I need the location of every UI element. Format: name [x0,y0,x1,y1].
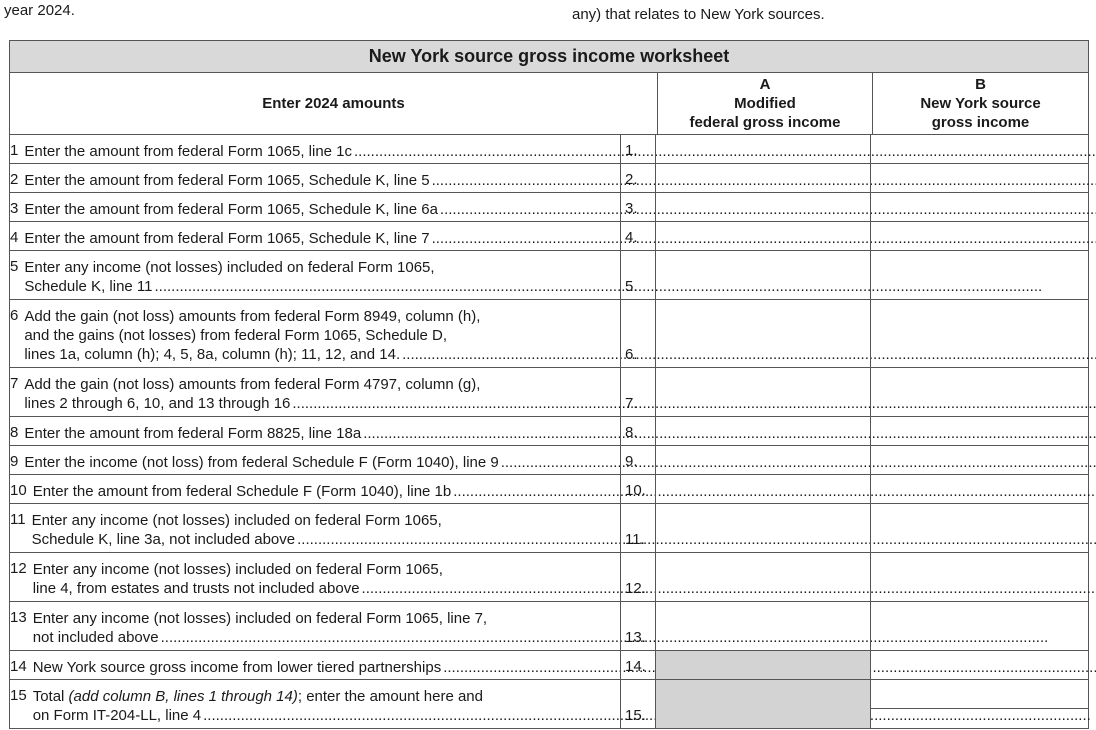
line-text: lines 1a, column (h); 4, 5, 8a, column (h); 11, 12, and 14. [24,346,401,363]
amounts-header: Enter 2024 amounts [10,73,658,134]
line-14-column-a-shaded [656,651,871,679]
line-number: 6 [10,307,19,324]
line-box-label: 4. [620,222,656,250]
line-text: Add the gain (not loss) amounts from federal Form 8949, column (h), [24,308,481,325]
line-4-row [10,222,1088,251]
line-11-row [10,504,1088,553]
line-text: Enter the amount from federal Form 8825, line 18a [24,425,362,442]
line-box-label: 8. [620,417,656,445]
line-8-row [10,417,1088,446]
line-number: 3 [10,200,19,217]
line-number: 8 [10,424,19,441]
line-5-row [10,251,1088,300]
top-left-text: year 2024. [4,2,75,19]
line-1-column-b-field[interactable] [871,135,1088,163]
line-text: Enter any income (not losses) included on federal Form 1065, [24,259,435,276]
line-7-column-a-field[interactable] [656,368,871,416]
line-text: Enter any income (not losses) included on federal Form 1065, [32,561,443,578]
line-9-column-b-field[interactable] [871,446,1088,474]
line-4-column-a-field[interactable] [656,222,871,250]
worksheet-table [9,40,1089,729]
line-2-column-b-field[interactable] [871,164,1088,192]
line-15-row [10,680,1088,728]
line-text: Total (add column B, lines 1 through 14); enter the amount here and [32,688,483,705]
line-5-column-a-field[interactable] [656,251,871,299]
line-3-row [10,193,1088,222]
line-box-label: 10. [620,475,656,503]
line-14-row [10,651,1088,680]
line-9-column-a-field[interactable] [656,446,871,474]
line-12-column-b-field[interactable] [871,553,1088,601]
header-row [10,73,1088,135]
line-6-column-b-field[interactable] [871,300,1088,367]
line-box-label: 11. [620,504,656,552]
line-box-label: 15. [620,680,656,728]
line-1-column-a-field[interactable] [656,135,871,163]
line-box-label: 7. [620,368,656,416]
line-box-label: 1. [620,135,656,163]
line-2-column-a-field[interactable] [656,164,871,192]
line-8-column-b-field[interactable] [871,417,1088,445]
line-13-column-b-field[interactable] [871,602,1088,650]
line-box-label: 3. [620,193,656,221]
line-number: 7 [10,375,19,392]
column-a-title-2: federal gross income [689,114,841,131]
line-4-column-b-field[interactable] [871,222,1088,250]
line-text: lines 2 through 6, 10, and 13 through 16 [24,395,291,412]
column-a-title-1: Modified [734,95,796,112]
line-number: 11 [10,511,26,528]
line-box-label: 14. [620,651,656,679]
line-number: 9 [10,453,19,470]
line-text: and the gains (not losses) from federal Form 1065, Schedule D, [24,327,448,344]
line-6-column-a-field[interactable] [656,300,871,367]
line-5-column-b-field[interactable] [871,251,1088,299]
line-7-row [10,368,1088,417]
line-number: 4 [10,229,19,246]
line-8-column-a-field[interactable] [656,417,871,445]
line-7-column-b-field[interactable] [871,368,1088,416]
line-box-label: 5. [620,251,656,299]
line-number: 15 [10,687,27,704]
line-11-column-b-field[interactable] [871,504,1088,552]
line-12-row [10,553,1088,602]
line-number: 2 [10,171,19,188]
line-box-label: 12. [620,553,656,601]
line-text: Enter any income (not losses) included on federal Form 1065, line 7, [32,610,488,627]
line-15-column-a-shaded [656,680,871,728]
line-number: 12 [10,560,27,577]
line-13-row [10,602,1088,651]
column-b-title-2: gross income [931,114,1030,131]
line-9-row [10,446,1088,475]
line-box-label: 6. [620,300,656,367]
line-box-label: 9. [620,446,656,474]
line-text: Add the gain (not loss) amounts from federal Form 4797, column (g), [24,376,481,393]
line-11-column-a-field[interactable] [656,504,871,552]
line-text: not included above [32,629,159,646]
line-text: line 4, from estates and trusts not included above [32,580,360,597]
worksheet-title: New York source gross income worksheet [10,41,1088,73]
line-number: 14 [10,658,27,675]
column-b-title-1: New York source [920,95,1041,112]
column-b-header [873,73,1088,134]
column-b-letter: B [975,76,986,93]
line-10-column-b-field[interactable] [871,475,1088,503]
line-number: 5 [10,258,19,275]
line-text: on Form IT-204-LL, line 4 [32,707,202,724]
line-6-row [10,300,1088,368]
column-a-letter: A [759,76,771,93]
line-number: 13 [10,609,27,626]
line-box-label: 13. [620,602,656,650]
line-text: Schedule K, line 3a, not included above [31,531,296,548]
line-number: 10 [10,482,27,499]
line-number: 1 [10,142,19,159]
line-text: Enter the amount from federal Schedule F (Form 1040), line 1b [32,483,452,500]
line-1-row [10,135,1088,164]
line-13-column-a-field[interactable] [656,602,871,650]
line-10-column-a-field[interactable] [656,475,871,503]
top-right-text: any) that relates to New York sources. [572,6,825,23]
line-text: Enter any income (not losses) included on federal Form 1065, [31,512,442,529]
line-text: Enter the amount from federal Form 1065, Schedule K, line 7 [24,230,430,247]
line-12-column-a-field[interactable] [656,553,871,601]
line-text: Enter the amount from federal Form 1065, line 1c [24,143,353,160]
line-box-label: 2. [620,164,656,192]
line-3-column-b-field[interactable] [871,193,1088,221]
line-text: Enter the income (not loss) from federal Schedule F (Form 1040), line 9 [24,454,499,471]
line-text: Enter the amount from federal Form 1065, Schedule K, line 5 [24,172,430,189]
line-2-row [10,164,1088,193]
line-10-row [10,475,1088,504]
line-14-column-b-field[interactable] [871,651,1088,679]
line-3-column-a-field[interactable] [656,193,871,221]
line-text: New York source gross income from lower tiered partnerships [32,659,442,676]
line-text: Enter the amount from federal Form 1065, Schedule K, line 6a [24,201,438,218]
line-text: Schedule K, line 11 [24,278,153,295]
column-a-header [658,73,873,134]
line-15-column-b-field[interactable] [871,680,1088,728]
